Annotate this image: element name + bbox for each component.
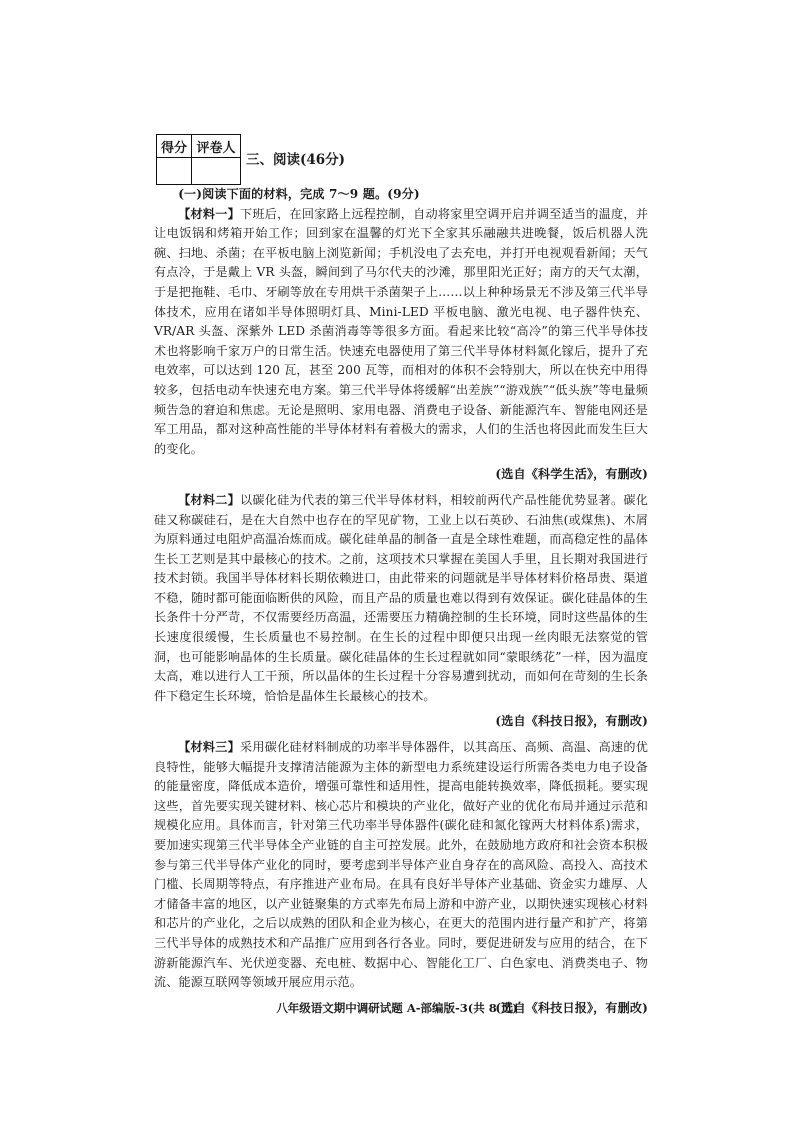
grader-label: 评卷人 bbox=[192, 135, 241, 158]
material-3-source: (选自《科技日报》，有删改) bbox=[495, 1000, 648, 1015]
material-1-label: 【材料一】 bbox=[178, 206, 241, 221]
grader-cell bbox=[192, 158, 241, 185]
score-label: 得分 bbox=[157, 135, 192, 158]
page-footer: 八年级语文期中调研试题 A-部编版-3(共 8 页) bbox=[276, 1001, 518, 1015]
material-3-text: 采用碳化硅材料制成的功率半导体器件，以其高压、高频、高温、高速的优良特性，能够大幅提升支撑清洁能源为主体的新型电力系统建设运行所需各类电力电子设备的能量密度，降低成本造价，增强可靠性和适用性，提高电能转换效率，降低损耗。要实现这些，首先要实现关键材料、核心芯片和模块的产业化，做好产业的优化布局并通过示范和规模化应用。具体而言，针对第三代功率半导体器件(碳化硅和氮化镓两大材料体系)需求，要加速实现第三代半导体全产业链的自主可控发展。此外，在鼓励地方政府和社会资本积极参与第三代半导体产业化的同时，要考虑到半导体产业自身存在的高风险、高投入、高技术门槛、长周期等特点，有序推进产业布局。在具有良好半导体产业基础、资金实力雄厚、人才储备丰富的地区，以产业链聚集的方式率先布局上游和中游产业，以期快速实现核心材料和芯片的产业化，之后以成熟的团队和企业为核心，在更大的范围内进行量产和扩产，将第三代半导体的成熟技术和产品推广应用到各行各业。同时，要促进研发与应用的结合，在下游新能源汽车、光伏逆变器、充电桩、数据中心、智能化工厂、白色家电、消费类电子、物流、能源互联网等领域开展应用示范。 bbox=[154, 740, 648, 990]
material-2-label: 【材料二】 bbox=[178, 492, 241, 507]
material-2 bbox=[154, 491, 648, 707]
material-2-source: (选自《科技日报》，有删改) bbox=[495, 714, 648, 729]
material-2-text: 以碳化硅为代表的第三代半导体材料，相较前两代产品性能优势显著。碳化硅又称碳硅石，是在大自然中也存在的罕见矿物，工业上以石英砂、石油焦(或煤焦)、木屑为原料通过电阻炉高温冶炼而成。碳化硅单晶的制备一直是全球性难题，而高稳定性的晶体生长工艺则是其中最核心的技术。之前，这项技术只掌握在美国人手里，且长期对我国进行技术封锁。我国半导体材料长期依赖进口，由此带来的问题就是半导体材料价格昂贵、渠道不稳，随时都可能面临断供的风险，而且产品的质量也难以得到有效保证。碳化硅晶体的生长条件十分严苛，不仅需要经历高温，还需要压力精确控制的生长环境，同时这些晶体的生长速度很缓慢，生长质量也不易控制。在生长的过程中即便只出现一丝肉眼无法察觉的管洞，也可能影响晶体的生长质量。碳化硅晶体的生长过程就如同“蒙眼绣花”一样，因为温度太高，难以进行人工干预，所以晶体的生长过程十分容易遭到扰动，而如何在苛刻的生长条件下稳定生长环境，恰恰是晶体生长最核心的技术。 bbox=[154, 492, 648, 703]
score-box bbox=[156, 134, 241, 185]
material-3 bbox=[154, 738, 648, 993]
material-1-text: 下班后，在回家路上远程控制，自动将家里空调开启并调至适当的温度，并让电饭锅和烤箱开始工作；回到家在温馨的灯光下全家其乐融融共进晚餐，饭后机器人洗碗、扫地、杀菌；在平板电脑上浏览新闻；手机没电了去充电，并打开电视观看新闻；天气有点冷，于是戴上 VR 头盔，瞬间到了马尔代夫的沙滩，那里阳光正好；南方的天气太潮，于是把拖鞋、毛巾、牙刷等放在专用烘干杀菌架子上……以上种种场景无不涉及第三代半导体技术，应用在诸如半导体照明灯具、Mini-LED 平板电脑、激光电视、电子器件快充、VR/AR 头盔、深紫外 LED 杀菌消毒等等很多方面。看起来比较“高冷”的第三代半导体技术也将影响千家万户的日常生活。快速充电器使用了第三代半导体材料氮化镓后，提升了充电效率，可以达到 120 瓦，甚至 200 瓦等，而相对的体积不会特别大，所以在快充中用得较多，包括电动车快速充电方案。第三代半导体将缓解“出差族”“游戏族”“低头族”等电量频频告急的窘迫和焦虑。无论是照明、家用电器、消费电子设备、新能源汽车、智能电网还是军工用品，都对这种高性能的半导体材料有着极大的需求，人们的生活也将因此而发生巨大的变化。 bbox=[154, 206, 648, 456]
material-1-source: (选自《科学生活》，有删改) bbox=[495, 467, 648, 482]
question-heading: (一)阅读下面的材料，完成 7～9 题。(9分) bbox=[178, 187, 420, 201]
score-cell bbox=[157, 158, 192, 185]
material-1 bbox=[154, 205, 648, 460]
section-title: 三、阅读(46分) bbox=[246, 152, 346, 168]
material-3-label: 【材料三】 bbox=[178, 740, 241, 755]
reading-content bbox=[154, 185, 648, 1024]
